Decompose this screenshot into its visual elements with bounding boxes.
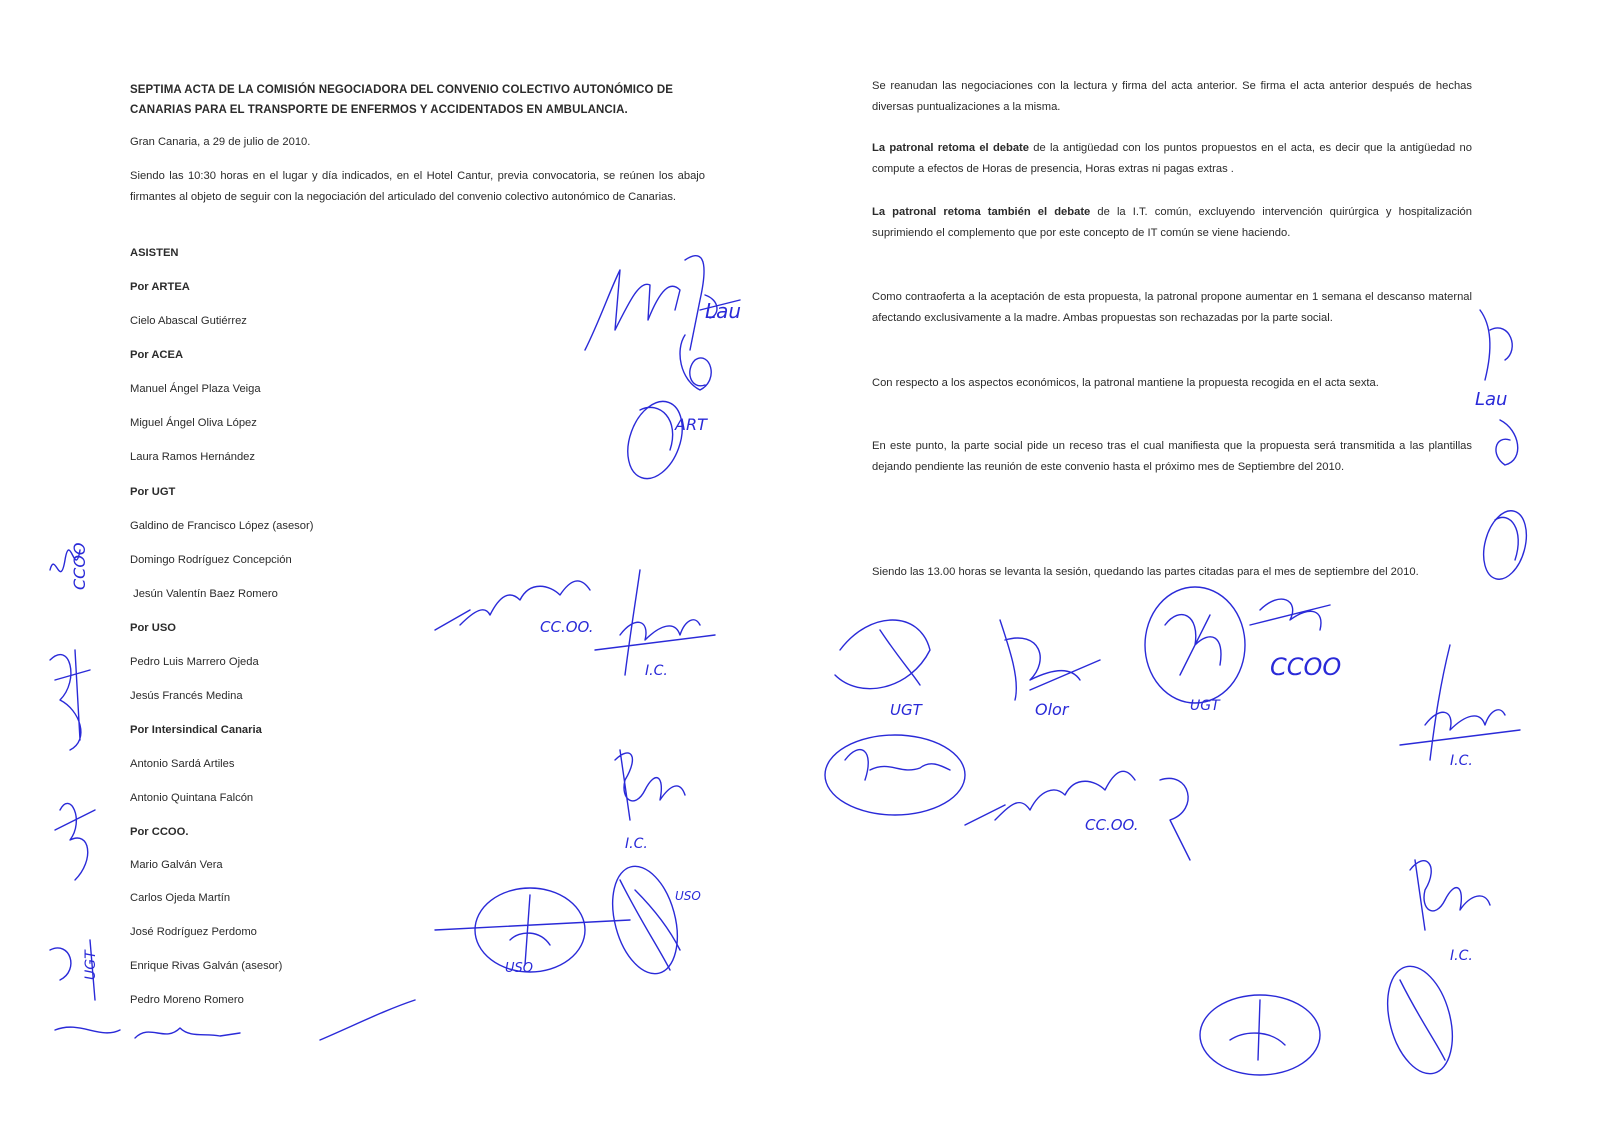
paragraph-2-text: de la antigüedad con los puntos propuestos en el acta, es decir que la antigüedad no compute a efectos de Horas de presencia, Horas extras ni pagas extras . — [872, 142, 1472, 175]
handwritten-signature — [585, 565, 725, 685]
handwritten-signature — [1380, 640, 1530, 770]
handwritten-signature — [600, 740, 710, 855]
handwritten-signature — [315, 995, 435, 1045]
svg-text:USO: USO — [675, 889, 701, 903]
paragraph-4: Como contraoferta a la aceptación de esta propuesta, la patronal propone aumentar en 1 semana el descanso maternal afectando exclusivamente a la madre. Ambas propuestas son rechazadas por la parte social. — [872, 291, 1472, 324]
paragraph-1: Se reanudan las negociaciones con la lectura y firma del acta anterior. Se firma el acta anterior después de hechas diversas puntualizaciones a la misma. — [872, 80, 1472, 113]
attendee-name: Jesún Valentín Baez Romero — [130, 588, 278, 600]
attendee-name: Manuel Ángel Plaza Veiga — [130, 383, 261, 395]
attendee-name: Cielo Abascal Gutiérrez — [130, 315, 247, 327]
attendee-name: Laura Ramos Hernández — [130, 451, 255, 463]
svg-text:I.C.: I.C. — [1450, 948, 1473, 964]
date-line: Gran Canaria, a 29 de julio de 2010. — [130, 136, 311, 148]
svg-text:Olor: Olor — [1035, 700, 1069, 719]
handwritten-signature — [580, 240, 780, 500]
paragraph-3-bold: La patronal retoma también el debate — [872, 206, 1091, 218]
attendee-name: Jesús Francés Medina — [130, 690, 243, 702]
attendee-name: Antonio Sardá Artiles — [130, 758, 235, 770]
intro-paragraph: Siendo las 10:30 horas en el lugar y día indicados, en el Hotel Cantur, previa convocatoria, se reúnen los abajo firmantes al objeto de seguir con la negociación del articulado del convenio colectivo autonómico de Canarias. — [130, 170, 705, 203]
attendee-name: Carlos Ojeda Martín — [130, 892, 231, 904]
svg-text:I.C.: I.C. — [645, 663, 668, 679]
attendee-name: Antonio Quintana Falcón — [130, 792, 254, 804]
handwritten-signature — [990, 600, 1120, 720]
svg-text:UGT: UGT — [1190, 698, 1220, 714]
svg-text:CCOO: CCOO — [70, 542, 89, 590]
svg-text:CC.OO.: CC.OO. — [540, 618, 594, 636]
group-heading: Por CCOO. — [130, 826, 189, 838]
svg-text:USO: USO — [505, 961, 533, 976]
handwritten-signature — [130, 1018, 250, 1048]
svg-text:CC.OO.: CC.OO. — [1085, 816, 1139, 834]
paragraph-6: En este punto, la parte social pide un receso tras el cual manifiesta que la propuesta será transmitida a las plantillas dejando pendiente las reunión de este convenio hasta el próximo mes de Septiembre del 2010. — [872, 440, 1472, 473]
handwritten-signature — [960, 740, 1200, 865]
handwritten-signature — [1470, 290, 1540, 610]
svg-text:UGT: UGT — [83, 950, 99, 980]
svg-text:I.C.: I.C. — [625, 836, 648, 852]
attendee-name: Miguel Ángel Oliva López — [130, 417, 257, 429]
paragraph-2-bold: La patronal retoma el debate — [872, 142, 1030, 154]
group-heading: Por UGT — [130, 486, 176, 498]
paragraph-7: Siendo las 13.00 horas se levanta la sesión, quedando las partes citadas para el mes de septiembre del 2010. — [872, 566, 1419, 578]
attendee-name: Domingo Rodríguez Concepción — [130, 554, 292, 566]
asisten-heading: ASISTEN — [130, 247, 179, 259]
paragraph-5: Con respecto a los aspectos económicos, la patronal mantiene la propuesta recogida en el acta sexta. — [872, 377, 1379, 389]
group-heading: Por ACEA — [130, 349, 184, 361]
svg-text:Lau: Lau — [1475, 389, 1508, 410]
svg-text:I.C.: I.C. — [1450, 753, 1473, 769]
handwritten-signature — [1190, 960, 1490, 1060]
svg-text:ART: ART — [675, 415, 707, 434]
attendee-name: Mario Galván Vera — [130, 859, 223, 871]
document-title: SEPTIMA ACTA DE LA COMISIÓN NEGOCIADORA DEL CONVENIO COLECTIVO AUTONÓMICO DE CANARIAS PARA EL TRANSPORTE DE ENFERMOS Y ACCIDENTADOS EN AMBULANCIA. — [130, 84, 674, 116]
group-heading: Por Intersindical Canaria — [130, 724, 262, 736]
attendee-name: Pedro Luis Marrero Ojeda — [130, 656, 259, 668]
group-heading: Por USO — [130, 622, 177, 634]
attendee-name: Galdino de Francisco López (asesor) — [130, 520, 314, 532]
svg-text:UGT: UGT — [890, 701, 922, 719]
handwritten-signature — [40, 510, 120, 1050]
paragraph-3-text: de la I.T. común, excluyendo intervención quirúrgica y hospitalización suprimiendo el complemento que por este concepto de IT común se viene haciendo. — [872, 206, 1472, 239]
attendee-name: Enrique Rivas Galván (asesor) — [130, 960, 283, 972]
handwritten-signature — [1390, 840, 1530, 970]
svg-text:CCOO: CCOO — [1270, 653, 1342, 681]
handwritten-signature — [430, 860, 710, 1010]
svg-text:Lau: Lau — [705, 299, 742, 323]
attendee-name: José Rodríguez Perdomo — [130, 926, 257, 938]
handwritten-signature — [1140, 575, 1360, 720]
paragraph-2 — [872, 138, 1472, 180]
group-heading: Por ARTEA — [130, 281, 190, 293]
paragraph-3 — [872, 202, 1472, 244]
attendee-name: Pedro Moreno Romero — [130, 994, 244, 1006]
